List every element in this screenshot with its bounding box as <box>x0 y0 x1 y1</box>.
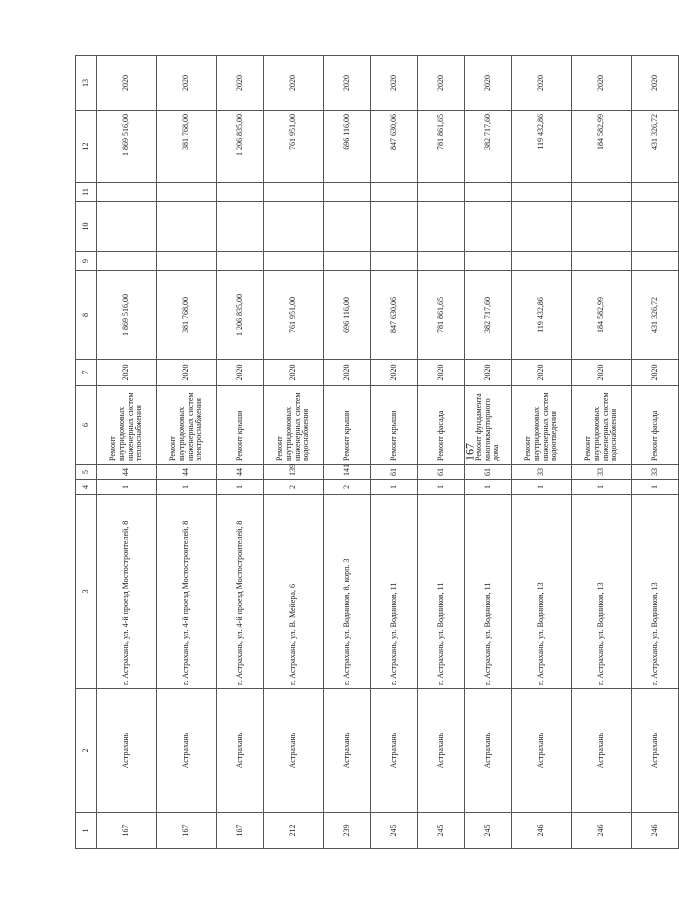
table-cell-col-10 <box>512 202 572 252</box>
header-cell: 12 <box>76 111 97 183</box>
table-cell-col-4: 2 <box>324 480 371 495</box>
rotated-table-container <box>75 56 659 849</box>
table-cell-col-1: 246 <box>512 813 572 849</box>
table-cell-col-13: 2020 <box>97 56 157 111</box>
table-cell-col-10 <box>632 202 679 252</box>
table-cell-col-2: Астрахань <box>264 689 324 813</box>
table-cell-col-1: 239 <box>324 813 371 849</box>
table-cell-col-4: 1 <box>217 480 264 495</box>
table-cell-col-4: 1 <box>97 480 157 495</box>
table-cell-col-9 <box>264 252 324 271</box>
table-cell-col-4: 1 <box>465 480 512 495</box>
table-cell-col-4: 1 <box>512 480 572 495</box>
table-cell-col-9 <box>418 252 465 271</box>
table-cell-col-10 <box>264 202 324 252</box>
header-cell: 13 <box>76 56 97 111</box>
table-cell-col-8: 1 206 835,00 <box>217 271 264 360</box>
header-cell: 6 <box>76 386 97 465</box>
table-cell-col-11 <box>512 183 572 202</box>
table-cell-col-4: 1 <box>371 480 418 495</box>
table-cell-col-1: 246 <box>632 813 679 849</box>
table-cell-col-11 <box>97 183 157 202</box>
table-cell-col-7: 2020 <box>157 360 217 386</box>
table-cell-col-4: 2 <box>264 480 324 495</box>
table-cell-col-1: 167 <box>157 813 217 849</box>
table-cell-col-8: 119 432,86 <box>512 271 572 360</box>
table-cell-col-4: 1 <box>572 480 632 495</box>
table-cell-col-1: 246 <box>572 813 632 849</box>
table-cell-col-2: Астрахань <box>157 689 217 813</box>
table-cell-col-11 <box>264 183 324 202</box>
table-cell-col-11 <box>418 183 465 202</box>
table-cell-col-12: 847 630,06 <box>371 111 418 183</box>
table-cell-col-8: 761 951,00 <box>264 271 324 360</box>
table-cell-col-3: г. Астрахань, ул. 4-й проезд Мостостроителей, 8 <box>97 495 157 689</box>
table-cell-col-10 <box>97 202 157 252</box>
table-cell-col-7: 2020 <box>217 360 264 386</box>
table-cell-col-2: Астрахань <box>465 689 512 813</box>
table-cell-col-11 <box>371 183 418 202</box>
table-cell-col-1: 245 <box>371 813 418 849</box>
header-cell: 5 <box>76 465 97 480</box>
table-cell-col-13: 2020 <box>512 56 572 111</box>
table-cell-col-7: 2020 <box>371 360 418 386</box>
table-cell-col-6: Ремонт внутридомовых инженерных систем водоотведения <box>512 386 572 465</box>
table-cell-col-2: Астрахань <box>324 689 371 813</box>
table-row <box>97 56 157 849</box>
table-cell-col-8: 431 326,72 <box>632 271 679 360</box>
header-cell: 4 <box>76 480 97 495</box>
table-cell-col-7: 2020 <box>264 360 324 386</box>
table-cell-col-10 <box>217 202 264 252</box>
table-row <box>324 56 371 849</box>
table-cell-col-9 <box>324 252 371 271</box>
table-cell-col-8: 1 869 516,00 <box>97 271 157 360</box>
table-cell-col-8: 382 717,60 <box>465 271 512 360</box>
table-cell-col-12: 184 582,99 <box>572 111 632 183</box>
table-cell-col-13: 2020 <box>264 56 324 111</box>
table-cell-col-13: 2020 <box>572 56 632 111</box>
header-cell: 2 <box>76 689 97 813</box>
table-cell-col-4: 1 <box>157 480 217 495</box>
table-cell-col-5: 139 <box>264 465 324 480</box>
table-cell-col-13: 2020 <box>632 56 679 111</box>
table-cell-col-2: Астрахань <box>418 689 465 813</box>
table-cell-col-11 <box>157 183 217 202</box>
table-cell-col-13: 2020 <box>418 56 465 111</box>
table-cell-col-10 <box>572 202 632 252</box>
page-number: 167 <box>462 443 477 461</box>
header-cell: 3 <box>76 495 97 689</box>
table-cell-col-6: Ремонт внутридомовых инженерных систем теплоснабжения <box>97 386 157 465</box>
table-row <box>465 56 512 849</box>
table-cell-col-12: 381 768,00 <box>157 111 217 183</box>
table-cell-col-10 <box>324 202 371 252</box>
table-cell-col-3: г. Астрахань, ул. Водников, 11 <box>418 495 465 689</box>
table-row <box>217 56 264 849</box>
table-cell-col-11 <box>324 183 371 202</box>
table-cell-col-6: Ремонт внутридомовых инженерных систем электроснабжения <box>157 386 217 465</box>
table-row <box>157 56 217 849</box>
table-cell-col-9 <box>572 252 632 271</box>
table-row <box>264 56 324 849</box>
table-cell-col-8: 184 582,99 <box>572 271 632 360</box>
table-cell-col-5: 44 <box>217 465 264 480</box>
table-cell-col-12: 781 861,65 <box>418 111 465 183</box>
header-cell: 8 <box>76 271 97 360</box>
table-cell-col-2: Астрахань <box>217 689 264 813</box>
table-cell-col-13: 2020 <box>371 56 418 111</box>
table-cell-col-3: г. Астрахань, ул. Водников, 13 <box>632 495 679 689</box>
table-cell-col-3: г. Астрахань, ул. Водников, 13 <box>572 495 632 689</box>
table-cell-col-9 <box>97 252 157 271</box>
table-cell-col-13: 2020 <box>465 56 512 111</box>
table-cell-col-2: Астрахань <box>371 689 418 813</box>
table-cell-col-10 <box>465 202 512 252</box>
table-cell-col-6: Ремонт крыши <box>324 386 371 465</box>
table-cell-col-7: 2020 <box>465 360 512 386</box>
table-cell-col-12: 119 432,86 <box>512 111 572 183</box>
table-cell-col-6: Ремонт фасада <box>632 386 679 465</box>
table-cell-col-2: Астрахань <box>572 689 632 813</box>
table-row <box>418 56 465 849</box>
table-cell-col-5: 141 <box>324 465 371 480</box>
header-cell: 10 <box>76 202 97 252</box>
table-cell-col-13: 2020 <box>217 56 264 111</box>
table-cell-col-10 <box>157 202 217 252</box>
header-cell: 1 <box>76 813 97 849</box>
table-cell-col-5: 61 <box>371 465 418 480</box>
table-cell-col-7: 2020 <box>97 360 157 386</box>
table-cell-col-13: 2020 <box>324 56 371 111</box>
table-cell-col-12: 1 869 516,00 <box>97 111 157 183</box>
table-cell-col-5: 33 <box>572 465 632 480</box>
table-cell-col-10 <box>371 202 418 252</box>
table-cell-col-9 <box>217 252 264 271</box>
table-cell-col-7: 2020 <box>572 360 632 386</box>
table-cell-col-11 <box>632 183 679 202</box>
table-cell-col-6: Ремонт крыши <box>217 386 264 465</box>
table-cell-col-12: 761 951,00 <box>264 111 324 183</box>
table-cell-col-1: 245 <box>465 813 512 849</box>
table-cell-col-12: 1 206 835,00 <box>217 111 264 183</box>
table-row <box>572 56 632 849</box>
table-cell-col-8: 781 861,65 <box>418 271 465 360</box>
table-cell-col-3: г. Астрахань, ул. Водников, 13 <box>512 495 572 689</box>
table-row <box>371 56 418 849</box>
table-cell-col-2: Астрахань <box>512 689 572 813</box>
repair-schedule-table <box>75 55 679 849</box>
table-cell-col-6: Ремонт фасада <box>418 386 465 465</box>
table-cell-col-6: Ремонт внутридомовых инженерных систем водоснабжения <box>572 386 632 465</box>
table-cell-col-7: 2020 <box>632 360 679 386</box>
table-cell-col-3: г. Астрахань, ул. Водников, 11 <box>371 495 418 689</box>
table-cell-col-1: 245 <box>418 813 465 849</box>
table-cell-col-9 <box>157 252 217 271</box>
table-cell-col-10 <box>418 202 465 252</box>
table-cell-col-3: г. Астрахань, ул. 4-й проезд Мостостроителей, 8 <box>157 495 217 689</box>
table-cell-col-8: 381 768,00 <box>157 271 217 360</box>
table-cell-col-13: 2020 <box>157 56 217 111</box>
table-cell-col-5: 44 <box>157 465 217 480</box>
table-cell-col-5: 33 <box>512 465 572 480</box>
table-cell-col-4: 1 <box>418 480 465 495</box>
table-cell-col-9 <box>512 252 572 271</box>
table-cell-col-2: Астрахань <box>632 689 679 813</box>
table-cell-col-12: 382 717,60 <box>465 111 512 183</box>
table-cell-col-8: 696 116,00 <box>324 271 371 360</box>
table-cell-col-9 <box>632 252 679 271</box>
table-cell-col-3: г. Астрахань, ул. Водников, 8, корп. 3 <box>324 495 371 689</box>
table-cell-col-11 <box>217 183 264 202</box>
table-cell-col-11 <box>572 183 632 202</box>
table-row <box>512 56 572 849</box>
table-cell-col-7: 2020 <box>418 360 465 386</box>
table-cell-col-9 <box>371 252 418 271</box>
header-row <box>76 56 97 849</box>
header-cell: 7 <box>76 360 97 386</box>
table-cell-col-4: 1 <box>632 480 679 495</box>
table-cell-col-6: Ремонт внутридомовых инженерных систем водоснабжения <box>264 386 324 465</box>
table-cell-col-7: 2020 <box>512 360 572 386</box>
table-cell-col-3: г. Астрахань, ул. Водников, 11 <box>465 495 512 689</box>
table-cell-col-1: 212 <box>264 813 324 849</box>
table-cell-col-12: 696 116,00 <box>324 111 371 183</box>
table-cell-col-8: 847 630,06 <box>371 271 418 360</box>
table-row <box>632 56 679 849</box>
table-cell-col-5: 33 <box>632 465 679 480</box>
header-cell: 9 <box>76 252 97 271</box>
table-cell-col-5: 44 <box>97 465 157 480</box>
table-cell-col-7: 2020 <box>324 360 371 386</box>
table-cell-col-3: г. Астрахань, ул. В. Мейера, 6 <box>264 495 324 689</box>
table-cell-col-1: 167 <box>97 813 157 849</box>
table-cell-col-5: 61 <box>465 465 512 480</box>
table-cell-col-6: Ремонт фундамента многоквартирного дома <box>465 386 512 465</box>
table-cell-col-12: 431 326,72 <box>632 111 679 183</box>
table-body <box>97 56 679 849</box>
table-cell-col-5: 61 <box>418 465 465 480</box>
header-cell: 11 <box>76 183 97 202</box>
table-cell-col-2: Астрахань <box>97 689 157 813</box>
table-cell-col-11 <box>465 183 512 202</box>
table-cell-col-6: Ремонт крыши <box>371 386 418 465</box>
table-cell-col-1: 167 <box>217 813 264 849</box>
table-cell-col-9 <box>465 252 512 271</box>
table-cell-col-3: г. Астрахань, ул. 4-й проезд Мостостроителей, 8 <box>217 495 264 689</box>
